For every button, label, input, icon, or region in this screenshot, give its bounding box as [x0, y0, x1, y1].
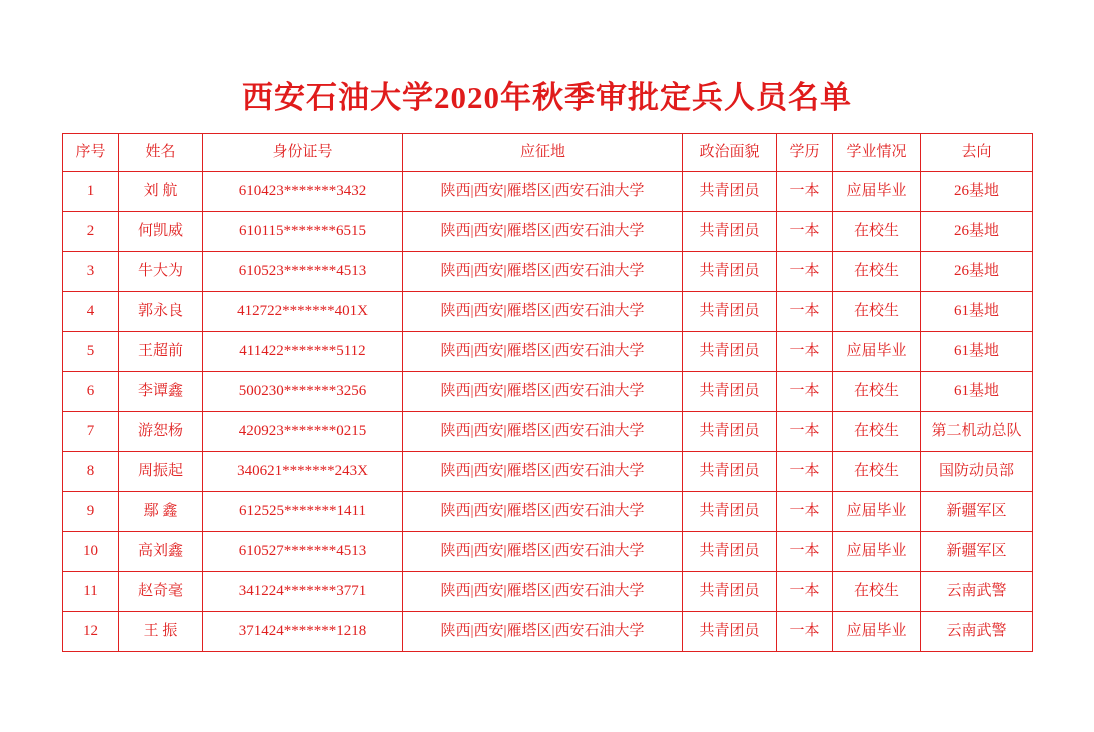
cell-id-number: 411422*******5112: [203, 332, 403, 372]
cell-political: 共青团员: [683, 572, 777, 612]
cell-id-number: 610423*******3432: [203, 172, 403, 212]
cell-status: 在校生: [833, 372, 921, 412]
roster-table-wrapper: [62, 133, 1032, 652]
cell-id-number: 612525*******1411: [203, 492, 403, 532]
cell-id-number: 610527*******4513: [203, 532, 403, 572]
cell-name: 郭永良: [119, 292, 203, 332]
cell-place: 陕西|西安|雁塔区|西安石油大学: [403, 292, 683, 332]
cell-name: 李谭鑫: [119, 372, 203, 412]
cell-index: 10: [63, 532, 119, 572]
cell-place: 陕西|西安|雁塔区|西安石油大学: [403, 412, 683, 452]
cell-index: 9: [63, 492, 119, 532]
cell-status: 应届毕业: [833, 172, 921, 212]
cell-name: 周振起: [119, 452, 203, 492]
cell-place: 陕西|西安|雁塔区|西安石油大学: [403, 172, 683, 212]
cell-index: 12: [63, 612, 119, 652]
cell-education: 一本: [777, 172, 833, 212]
cell-education: 一本: [777, 612, 833, 652]
cell-name: 鄢 鑫: [119, 492, 203, 532]
cell-destination: 国防动员部: [921, 452, 1033, 492]
table-row: [63, 412, 1033, 452]
cell-index: 7: [63, 412, 119, 452]
table-row: [63, 292, 1033, 332]
cell-status: 在校生: [833, 412, 921, 452]
cell-political: 共青团员: [683, 452, 777, 492]
cell-name: 赵奇毫: [119, 572, 203, 612]
cell-id-number: 500230*******3256: [203, 372, 403, 412]
cell-place: 陕西|西安|雁塔区|西安石油大学: [403, 532, 683, 572]
column-header-name: 姓名: [119, 134, 203, 172]
cell-political: 共青团员: [683, 292, 777, 332]
cell-education: 一本: [777, 332, 833, 372]
cell-id-number: 371424*******1218: [203, 612, 403, 652]
table-row: [63, 212, 1033, 252]
cell-status: 应届毕业: [833, 492, 921, 532]
cell-education: 一本: [777, 212, 833, 252]
table-header-row: [63, 134, 1033, 172]
table-row: [63, 172, 1033, 212]
column-header-education: 学历: [777, 134, 833, 172]
column-header-id-number: 身份证号: [203, 134, 403, 172]
cell-destination: 26基地: [921, 212, 1033, 252]
cell-status: 应届毕业: [833, 612, 921, 652]
cell-destination: 新疆军区: [921, 492, 1033, 532]
cell-id-number: 420923*******0215: [203, 412, 403, 452]
cell-name: 高刘鑫: [119, 532, 203, 572]
cell-education: 一本: [777, 492, 833, 532]
cell-political: 共青团员: [683, 372, 777, 412]
table-header: [63, 134, 1033, 172]
cell-destination: 61基地: [921, 292, 1033, 332]
cell-political: 共青团员: [683, 212, 777, 252]
cell-destination: 26基地: [921, 172, 1033, 212]
cell-destination: 61基地: [921, 372, 1033, 412]
cell-education: 一本: [777, 412, 833, 452]
cell-place: 陕西|西安|雁塔区|西安石油大学: [403, 212, 683, 252]
column-header-status: 学业情况: [833, 134, 921, 172]
table-row: [63, 452, 1033, 492]
table-row: [63, 332, 1033, 372]
cell-status: 应届毕业: [833, 532, 921, 572]
cell-destination: 云南武警: [921, 572, 1033, 612]
cell-education: 一本: [777, 572, 833, 612]
table-row: [63, 252, 1033, 292]
cell-id-number: 412722*******401X: [203, 292, 403, 332]
cell-political: 共青团员: [683, 612, 777, 652]
cell-status: 在校生: [833, 572, 921, 612]
cell-status: 在校生: [833, 292, 921, 332]
cell-place: 陕西|西安|雁塔区|西安石油大学: [403, 252, 683, 292]
roster-table: [62, 133, 1033, 652]
cell-education: 一本: [777, 372, 833, 412]
cell-education: 一本: [777, 452, 833, 492]
cell-destination: 61基地: [921, 332, 1033, 372]
cell-status: 在校生: [833, 252, 921, 292]
cell-id-number: 340621*******243X: [203, 452, 403, 492]
table-row: [63, 612, 1033, 652]
cell-name: 王 振: [119, 612, 203, 652]
cell-destination: 云南武警: [921, 612, 1033, 652]
cell-index: 1: [63, 172, 119, 212]
cell-name: 游恕杨: [119, 412, 203, 452]
table-row: [63, 492, 1033, 532]
column-header-destination: 去向: [921, 134, 1033, 172]
page-title: 西安石油大学2020年秋季审批定兵人员名单: [242, 80, 852, 115]
cell-index: 2: [63, 212, 119, 252]
cell-id-number: 610115*******6515: [203, 212, 403, 252]
cell-political: 共青团员: [683, 332, 777, 372]
cell-destination: 新疆军区: [921, 532, 1033, 572]
cell-education: 一本: [777, 252, 833, 292]
cell-status: 在校生: [833, 212, 921, 252]
cell-name: 牛大为: [119, 252, 203, 292]
cell-index: 5: [63, 332, 119, 372]
cell-political: 共青团员: [683, 532, 777, 572]
cell-destination: 26基地: [921, 252, 1033, 292]
cell-index: 4: [63, 292, 119, 332]
table-row: [63, 572, 1033, 612]
cell-index: 11: [63, 572, 119, 612]
cell-id-number: 341224*******3771: [203, 572, 403, 612]
table-row: [63, 372, 1033, 412]
table-body: [63, 172, 1033, 652]
cell-place: 陕西|西安|雁塔区|西安石油大学: [403, 572, 683, 612]
cell-political: 共青团员: [683, 172, 777, 212]
column-header-place: 应征地: [403, 134, 683, 172]
cell-id-number: 610523*******4513: [203, 252, 403, 292]
cell-name: 刘 航: [119, 172, 203, 212]
cell-destination: 第二机动总队: [921, 412, 1033, 452]
table-row: [63, 532, 1033, 572]
cell-status: 应届毕业: [833, 332, 921, 372]
cell-political: 共青团员: [683, 252, 777, 292]
cell-education: 一本: [777, 532, 833, 572]
cell-education: 一本: [777, 292, 833, 332]
column-header-political: 政治面貌: [683, 134, 777, 172]
cell-place: 陕西|西安|雁塔区|西安石油大学: [403, 452, 683, 492]
cell-place: 陕西|西安|雁塔区|西安石油大学: [403, 492, 683, 532]
cell-place: 陕西|西安|雁塔区|西安石油大学: [403, 372, 683, 412]
cell-name: 王超前: [119, 332, 203, 372]
cell-index: 3: [63, 252, 119, 292]
column-header-index: 序号: [63, 134, 119, 172]
cell-name: 何凯威: [119, 212, 203, 252]
cell-place: 陕西|西安|雁塔区|西安石油大学: [403, 612, 683, 652]
cell-index: 8: [63, 452, 119, 492]
cell-status: 在校生: [833, 452, 921, 492]
cell-political: 共青团员: [683, 492, 777, 532]
cell-place: 陕西|西安|雁塔区|西安石油大学: [403, 332, 683, 372]
cell-political: 共青团员: [683, 412, 777, 452]
cell-index: 6: [63, 372, 119, 412]
